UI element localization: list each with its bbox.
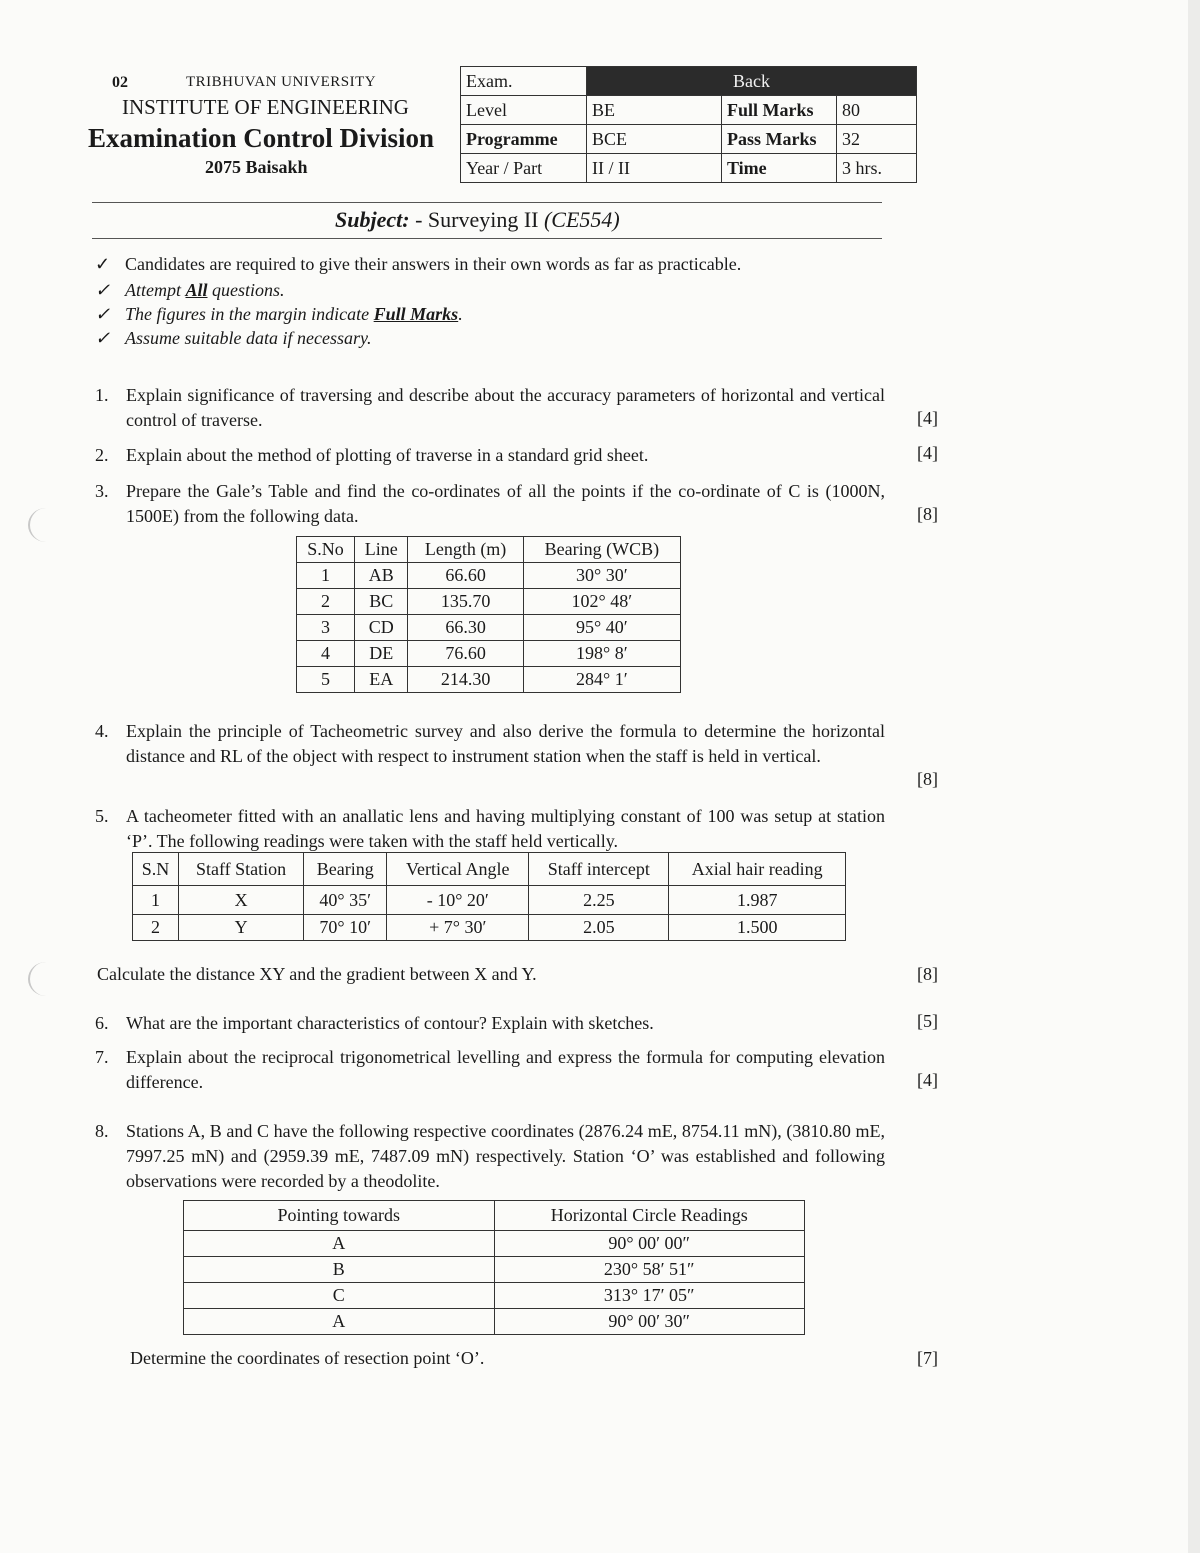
instruction-text: Assume suitable data if necessary.: [125, 328, 372, 348]
table-cell: 284° 1′: [523, 667, 680, 693]
table-q3-traverse: [296, 536, 681, 693]
table-cell: A: [184, 1309, 495, 1335]
table-cell: DE: [354, 641, 407, 667]
instruction-text: Attempt: [125, 280, 186, 300]
table-cell: EA: [354, 667, 407, 693]
instruction-2: [95, 280, 285, 301]
subject-label: Subject:: [335, 207, 410, 232]
question-number: 4.: [95, 721, 109, 741]
question-number: 1.: [95, 385, 109, 405]
header-cell: Pointing towards: [184, 1201, 495, 1231]
table-cell: 1: [133, 886, 179, 915]
question-number: 8.: [95, 1121, 109, 1141]
check-icon: ✓: [95, 280, 111, 300]
question-3: [95, 479, 885, 529]
divider-bottom: [92, 238, 882, 239]
table-cell: 1.500: [669, 915, 846, 941]
year-part-label: Year / Part: [461, 154, 587, 183]
table-cell: 66.60: [408, 563, 523, 589]
question-5-task: Calculate the distance XY and the gradient between X and Y.: [97, 964, 537, 984]
level-label: Level: [461, 96, 587, 125]
question-1: [95, 383, 885, 433]
university-name: TRIBHUVAN UNIVERSITY: [186, 74, 377, 90]
question-8: [95, 1119, 885, 1194]
question-7: [95, 1045, 885, 1095]
table-cell: BC: [354, 589, 407, 615]
header-cell: Horizontal Circle Readings: [494, 1201, 805, 1231]
header-cell: Length (m): [408, 537, 523, 563]
subject-code: (CE554): [543, 207, 620, 232]
question-5: [95, 804, 885, 854]
instruction-emphasis: All: [185, 280, 208, 300]
programme-value: BCE: [587, 125, 722, 154]
question-number: 3.: [95, 481, 109, 501]
table-cell: B: [184, 1257, 495, 1283]
punch-hole-mark: [28, 508, 64, 542]
check-icon: ✓: [95, 304, 111, 324]
header-cell: S.No: [297, 537, 355, 563]
table-cell: 2.05: [529, 915, 669, 941]
header-cell: Vertical Angle: [387, 853, 529, 886]
question-2-marks: [4]: [917, 443, 938, 463]
scan-edge: [1188, 0, 1200, 1553]
table-row: [297, 667, 681, 693]
header-cell: Bearing (WCB): [523, 537, 680, 563]
header-cell: S.N: [133, 853, 179, 886]
table-cell: X: [179, 886, 304, 915]
question-number: 6.: [95, 1013, 109, 1033]
table-row: [297, 589, 681, 615]
header-cell: Staff Station: [179, 853, 304, 886]
question-text: Prepare the Gale’s Table and find the co-ordinates of all the points if the co-ordinate of C is (1000N, 1500E) from the following data.: [126, 481, 885, 526]
table-cell: 76.60: [408, 641, 523, 667]
instruction-text: Candidates are required to give their answers in their own words as far as practicable.: [125, 254, 742, 274]
table-row: [184, 1231, 805, 1257]
question-7-marks: [4]: [917, 1070, 938, 1090]
table-cell: A: [184, 1231, 495, 1257]
table-cell: + 7° 30′: [387, 915, 529, 941]
table-cell: 66.30: [408, 615, 523, 641]
table-row: [297, 641, 681, 667]
table-row: [184, 1283, 805, 1309]
exam-value: Back: [587, 67, 917, 96]
table-cell: 90° 00′ 30″: [494, 1309, 805, 1335]
table-q5-tacheometer: [132, 852, 846, 941]
table-cell: 1: [297, 563, 355, 589]
subject-line: [335, 207, 620, 233]
question-8-marks: [7]: [917, 1348, 938, 1368]
table-cell: 230° 58′ 51″: [494, 1257, 805, 1283]
table-q8-resection: [183, 1200, 805, 1335]
table-cell: 90° 00′ 00″: [494, 1231, 805, 1257]
division-name: Examination Control Division: [88, 123, 435, 153]
punch-hole-mark: [28, 962, 64, 996]
question-4-marks: [8]: [917, 769, 938, 789]
table-row: [297, 563, 681, 589]
question-number: 2.: [95, 445, 109, 465]
table-cell: - 10° 20′: [387, 886, 529, 915]
question-5-marks: [8]: [917, 964, 938, 984]
table-header-row: [184, 1201, 805, 1231]
table-cell: 40° 35′: [304, 886, 387, 915]
table-cell: 214.30: [408, 667, 523, 693]
instruction-text: The figures in the margin indicate: [125, 304, 374, 324]
table-cell: 1.987: [669, 886, 846, 915]
divider-top: [92, 202, 882, 203]
instruction-3: [95, 304, 463, 325]
table-row: [184, 1309, 805, 1335]
full-marks-value: 80: [837, 96, 917, 125]
paper-code: 02: [112, 74, 128, 91]
question-6: [95, 1011, 885, 1036]
table-cell: 2.25: [529, 886, 669, 915]
table-header-row: [297, 537, 681, 563]
header-cell: Bearing: [304, 853, 387, 886]
programme-label: Programme: [461, 125, 587, 154]
instruction-emphasis: Full Marks: [373, 304, 459, 324]
question-text: Stations A, B and C have the following respective coordinates (2876.24 mE, 8754.11 mN), (3810.80 mE, 7997.25 mN) and (2959.39 mE, 7487.09 mN) respectively. Station ‘O’ was established and following observations were recorded by a theodolite.: [126, 1121, 885, 1191]
exam-label: Exam.: [461, 67, 587, 96]
header-cell: Staff intercept: [529, 853, 669, 886]
table-header-row: [133, 853, 846, 886]
question-text: What are the important characteristics of contour? Explain with sketches.: [126, 1013, 654, 1033]
full-marks-label: Full Marks: [722, 96, 837, 125]
table-cell: 3: [297, 615, 355, 641]
question-text: Explain significance of traversing and describe about the accuracy parameters of horizontal and vertical control of traverse.: [126, 385, 885, 430]
question-text: Explain about the reciprocal trigonometrical levelling and express the formula for computing elevation difference.: [126, 1047, 885, 1092]
table-cell: C: [184, 1283, 495, 1309]
table-cell: 5: [297, 667, 355, 693]
header-cell: Line: [354, 537, 407, 563]
question-text: A tacheometer fitted with an anallatic lens and having multiplying constant of 100 was setup at station ‘P’. The following readings were taken with the staff held vertically.: [126, 806, 885, 851]
table-cell: 2: [133, 915, 179, 941]
year-part-value: II / II: [587, 154, 722, 183]
table-cell: 70° 10′: [304, 915, 387, 941]
table-cell: 4: [297, 641, 355, 667]
table-cell: 198° 8′: [523, 641, 680, 667]
table-row: [184, 1257, 805, 1283]
check-icon: ✓: [95, 254, 111, 274]
table-row: [133, 915, 846, 941]
table-cell: 30° 30′: [523, 563, 680, 589]
table-cell: CD: [354, 615, 407, 641]
question-1-marks: [4]: [917, 408, 938, 428]
table-cell: AB: [354, 563, 407, 589]
table-cell: Y: [179, 915, 304, 941]
question-number: 7.: [95, 1047, 109, 1067]
header-cell: Axial hair reading: [669, 853, 846, 886]
instruction-text: questions.: [207, 280, 285, 300]
question-3-marks: [8]: [917, 504, 938, 524]
table-cell: 135.70: [408, 589, 523, 615]
exam-info-table: [460, 66, 917, 183]
question-8-task: Determine the coordinates of resection point ‘O’.: [130, 1348, 485, 1368]
instruction-4: [95, 328, 371, 349]
question-text: Explain about the method of plotting of traverse in a standard grid sheet.: [126, 445, 649, 465]
instruction-1: [95, 254, 741, 275]
question-6-marks: [5]: [917, 1011, 938, 1031]
question-text: Explain the principle of Tacheometric survey and also derive the formula to determine the horizontal distance and RL of the object with respect to instrument station when the staff is held in vertical.: [126, 721, 885, 766]
pass-marks-value: 32: [837, 125, 917, 154]
table-row: [297, 615, 681, 641]
table-row: [133, 886, 846, 915]
instruction-text: .: [458, 304, 463, 324]
question-number: 5.: [95, 806, 109, 826]
time-value: 3 hrs.: [837, 154, 917, 183]
check-icon: ✓: [95, 328, 111, 348]
subject-name: - Surveying II: [409, 207, 544, 232]
table-cell: 2: [297, 589, 355, 615]
table-cell: 95° 40′: [523, 615, 680, 641]
question-4: [95, 719, 885, 769]
pass-marks-label: Pass Marks: [722, 125, 837, 154]
time-label: Time: [722, 154, 837, 183]
table-cell: 313° 17′ 05″: [494, 1283, 805, 1309]
level-value: BE: [587, 96, 722, 125]
exam-session: 2075 Baisakh: [205, 157, 308, 177]
table-cell: 102° 48′: [523, 589, 680, 615]
question-2: [95, 443, 885, 468]
institute-name: INSTITUTE OF ENGINEERING: [122, 95, 409, 119]
